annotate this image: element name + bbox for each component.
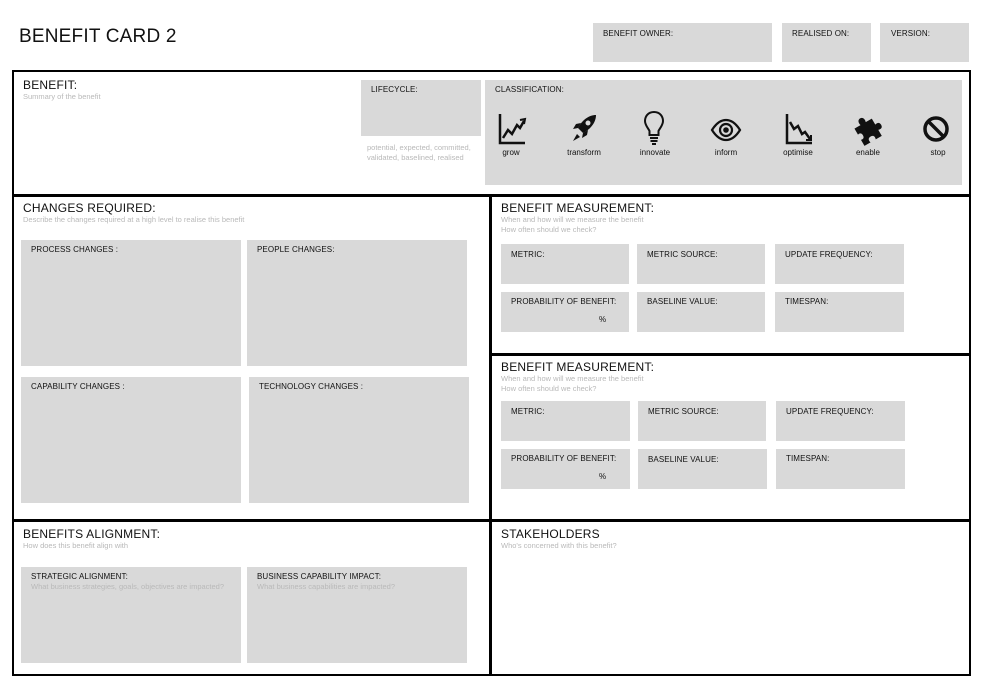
- benefit-subtitle: Summary of the benefit: [23, 92, 101, 101]
- divider-bottom-row: [12, 519, 971, 522]
- people-changes-label: PEOPLE CHANGES:: [257, 245, 335, 254]
- m2-metric-source-label: METRIC SOURCE:: [648, 407, 719, 416]
- m1-timespan-label: TIMESPAN:: [785, 297, 829, 306]
- m1-timespan-field[interactable]: [775, 292, 904, 332]
- m2-baseline-label: BASELINE VALUE:: [648, 455, 719, 464]
- rocket-icon[interactable]: [564, 112, 604, 146]
- stakeholders-area[interactable]: [500, 556, 962, 668]
- realised-on-field[interactable]: [782, 23, 871, 62]
- classification-label-transform: transform: [567, 148, 601, 157]
- m1-metric-field[interactable]: [501, 244, 629, 284]
- version-label: VERSION:: [891, 29, 931, 38]
- no-entry-icon[interactable]: [916, 112, 956, 146]
- m1-probability-field[interactable]: [501, 292, 629, 332]
- realised-on-label: REALISED ON:: [792, 29, 850, 38]
- m2-metric-label: METRIC:: [511, 407, 545, 416]
- business-capability-impact-hint: What business capabilities are impacted?: [257, 582, 395, 591]
- eye-icon[interactable]: [706, 116, 746, 144]
- stakeholders-subtitle: Who's concerned with this benefit?: [501, 541, 617, 550]
- benefit-owner-field[interactable]: [593, 23, 772, 62]
- classification-label-stop: stop: [930, 148, 946, 157]
- m2-metric-field[interactable]: [501, 401, 630, 441]
- m2-probability-label: PROBABILITY OF BENEFIT:: [511, 454, 617, 463]
- process-changes-label: PROCESS CHANGES :: [31, 245, 119, 254]
- classification-label-inform: inform: [714, 148, 738, 157]
- page-title: BENEFIT CARD 2: [19, 26, 177, 47]
- m1-update-frequency-field[interactable]: [775, 244, 904, 284]
- m1-metric-label: METRIC:: [511, 250, 545, 259]
- trend-down-icon[interactable]: [779, 112, 819, 146]
- lifecycle-hint: potential, expected, committed, validated, baselined, realised: [367, 143, 471, 162]
- m2-timespan-field[interactable]: [776, 449, 905, 489]
- classification-label-optimise: optimise: [783, 148, 813, 157]
- m1-baseline-field[interactable]: [637, 292, 765, 332]
- measurement-2-title: BENEFIT MEASUREMENT:: [501, 360, 655, 374]
- capability-changes-label: CAPABILITY CHANGES :: [31, 382, 125, 391]
- changes-title: CHANGES REQUIRED:: [23, 201, 156, 215]
- lifecycle-field[interactable]: [361, 80, 481, 136]
- capability-changes-field[interactable]: [21, 377, 241, 503]
- m1-baseline-label: BASELINE VALUE:: [647, 297, 718, 306]
- lightbulb-icon[interactable]: [634, 110, 674, 146]
- strategic-alignment-field[interactable]: [21, 567, 241, 663]
- process-changes-field[interactable]: [21, 240, 241, 366]
- technology-changes-label: TECHNOLOGY CHANGES :: [259, 382, 364, 391]
- measurement-2-subtitle-often: How often should we check?: [501, 384, 597, 393]
- classification-label-enable: enable: [855, 148, 881, 157]
- divider-benefit-bottom: [12, 194, 971, 197]
- lifecycle-label: LIFECYCLE:: [371, 85, 418, 94]
- strategic-alignment-label: STRATEGIC ALIGNMENT:: [31, 572, 128, 581]
- classification-label-innovate: innovate: [639, 148, 671, 157]
- business-capability-impact-field[interactable]: [247, 567, 467, 663]
- classification-label: CLASSIFICATION:: [495, 85, 564, 94]
- m2-probability-unit: %: [599, 472, 607, 481]
- benefit-owner-label: BENEFIT OWNER:: [603, 29, 674, 38]
- m2-timespan-label: TIMESPAN:: [786, 454, 830, 463]
- m2-probability-field[interactable]: [501, 449, 630, 489]
- m1-update-frequency-label: UPDATE FREQUENCY:: [785, 250, 873, 259]
- benefit-title: BENEFIT:: [23, 78, 78, 92]
- m1-probability-unit: %: [599, 315, 607, 324]
- stakeholders-title: STAKEHOLDERS: [501, 527, 600, 541]
- m1-metric-source-field[interactable]: [637, 244, 765, 284]
- measurement-2-subtitle-when: When and how will we measure the benefit: [501, 374, 644, 383]
- strategic-alignment-hint: What business strategies, goals, objectives are impacted?: [31, 582, 225, 591]
- m2-baseline-field[interactable]: [638, 449, 767, 489]
- measurement-1-subtitle-often: How often should we check?: [501, 225, 597, 234]
- divider-center: [489, 194, 492, 676]
- m1-metric-source-label: METRIC SOURCE:: [647, 250, 718, 259]
- business-capability-impact-label: BUSINESS CAPABILITY IMPACT:: [257, 572, 382, 581]
- people-changes-field[interactable]: [247, 240, 467, 366]
- benefit-summary-area[interactable]: [22, 104, 352, 188]
- m2-update-frequency-field[interactable]: [776, 401, 905, 441]
- classification-label-grow: grow: [502, 148, 520, 157]
- divider-measurement-middle: [489, 353, 971, 356]
- alignment-subtitle: How does this benefit align with: [23, 541, 129, 550]
- trend-up-icon[interactable]: [492, 112, 532, 146]
- measurement-1-subtitle-when: When and how will we measure the benefit: [501, 215, 644, 224]
- m1-probability-label: PROBABILITY OF BENEFIT:: [511, 297, 617, 306]
- measurement-1-title: BENEFIT MEASUREMENT:: [501, 201, 655, 215]
- m2-update-frequency-label: UPDATE FREQUENCY:: [786, 407, 874, 416]
- puzzle-icon[interactable]: [848, 112, 888, 146]
- alignment-title: BENEFITS ALIGNMENT:: [23, 527, 161, 541]
- technology-changes-field[interactable]: [249, 377, 469, 503]
- m2-metric-source-field[interactable]: [638, 401, 766, 441]
- version-field[interactable]: [880, 23, 969, 62]
- changes-subtitle: Describe the changes required at a high level to realise this benefit: [23, 215, 245, 224]
